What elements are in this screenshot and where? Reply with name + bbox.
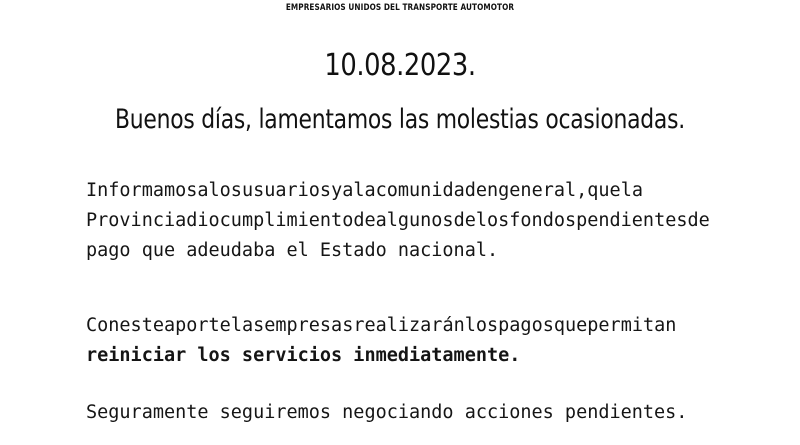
word: Provincia: [86, 210, 187, 231]
word: fondos: [509, 210, 577, 231]
word: cumplimiento: [219, 210, 354, 231]
paragraph-3: [86, 398, 716, 428]
word: y: [331, 180, 343, 201]
word: de: [353, 210, 376, 231]
word: de: [453, 210, 476, 231]
word: la: [353, 180, 376, 201]
word: aporte: [163, 315, 231, 336]
word: la: [620, 180, 643, 201]
word: comunidad: [375, 180, 476, 201]
word: que: [587, 180, 621, 201]
paragraph-2-line-1: [86, 311, 716, 341]
notice-date: 10.08.2023.: [324, 48, 476, 83]
word: algunos: [375, 210, 454, 231]
word: las: [230, 315, 265, 336]
paragraph-2: [86, 311, 716, 371]
word: Con: [86, 315, 120, 336]
paragraph-1: [86, 176, 716, 266]
word: pagos: [498, 315, 554, 336]
word: general,: [498, 180, 588, 201]
word: Informamos: [86, 180, 198, 201]
word: usuarios: [241, 180, 332, 201]
word: dio: [186, 210, 220, 231]
header-band: [249, 0, 551, 17]
paragraph-1-line-3: pago que adeudaba el Estado nacional.: [86, 240, 499, 261]
word: de: [687, 210, 710, 231]
notice-greeting: Buenos días, lamentamos las molestias ocasionadas.: [115, 104, 685, 135]
paragraph-2-bold-line: reiniciar los servicios inmediatamente.: [86, 345, 521, 366]
word: los: [475, 210, 510, 231]
word: a: [197, 180, 209, 201]
word: a: [342, 180, 354, 201]
paragraph-1-line-2: [86, 206, 716, 236]
word: este: [119, 315, 164, 336]
word: realizarán: [353, 315, 465, 336]
word: que: [553, 315, 588, 336]
word: pendientes: [576, 210, 688, 231]
word: permitan: [587, 315, 677, 336]
word: los: [208, 180, 242, 201]
paragraph-1-line-1: [86, 176, 716, 206]
paragraph-3-line-1: Seguramente seguiremos negociando acciones pendientes.: [86, 402, 688, 423]
organization-name: EMPRESARIOS UNIDOS DEL TRANSPORTE AUTOMOTOR: [285, 3, 515, 13]
word: los: [464, 315, 499, 336]
word: empresas: [264, 315, 354, 336]
word: en: [475, 180, 499, 201]
